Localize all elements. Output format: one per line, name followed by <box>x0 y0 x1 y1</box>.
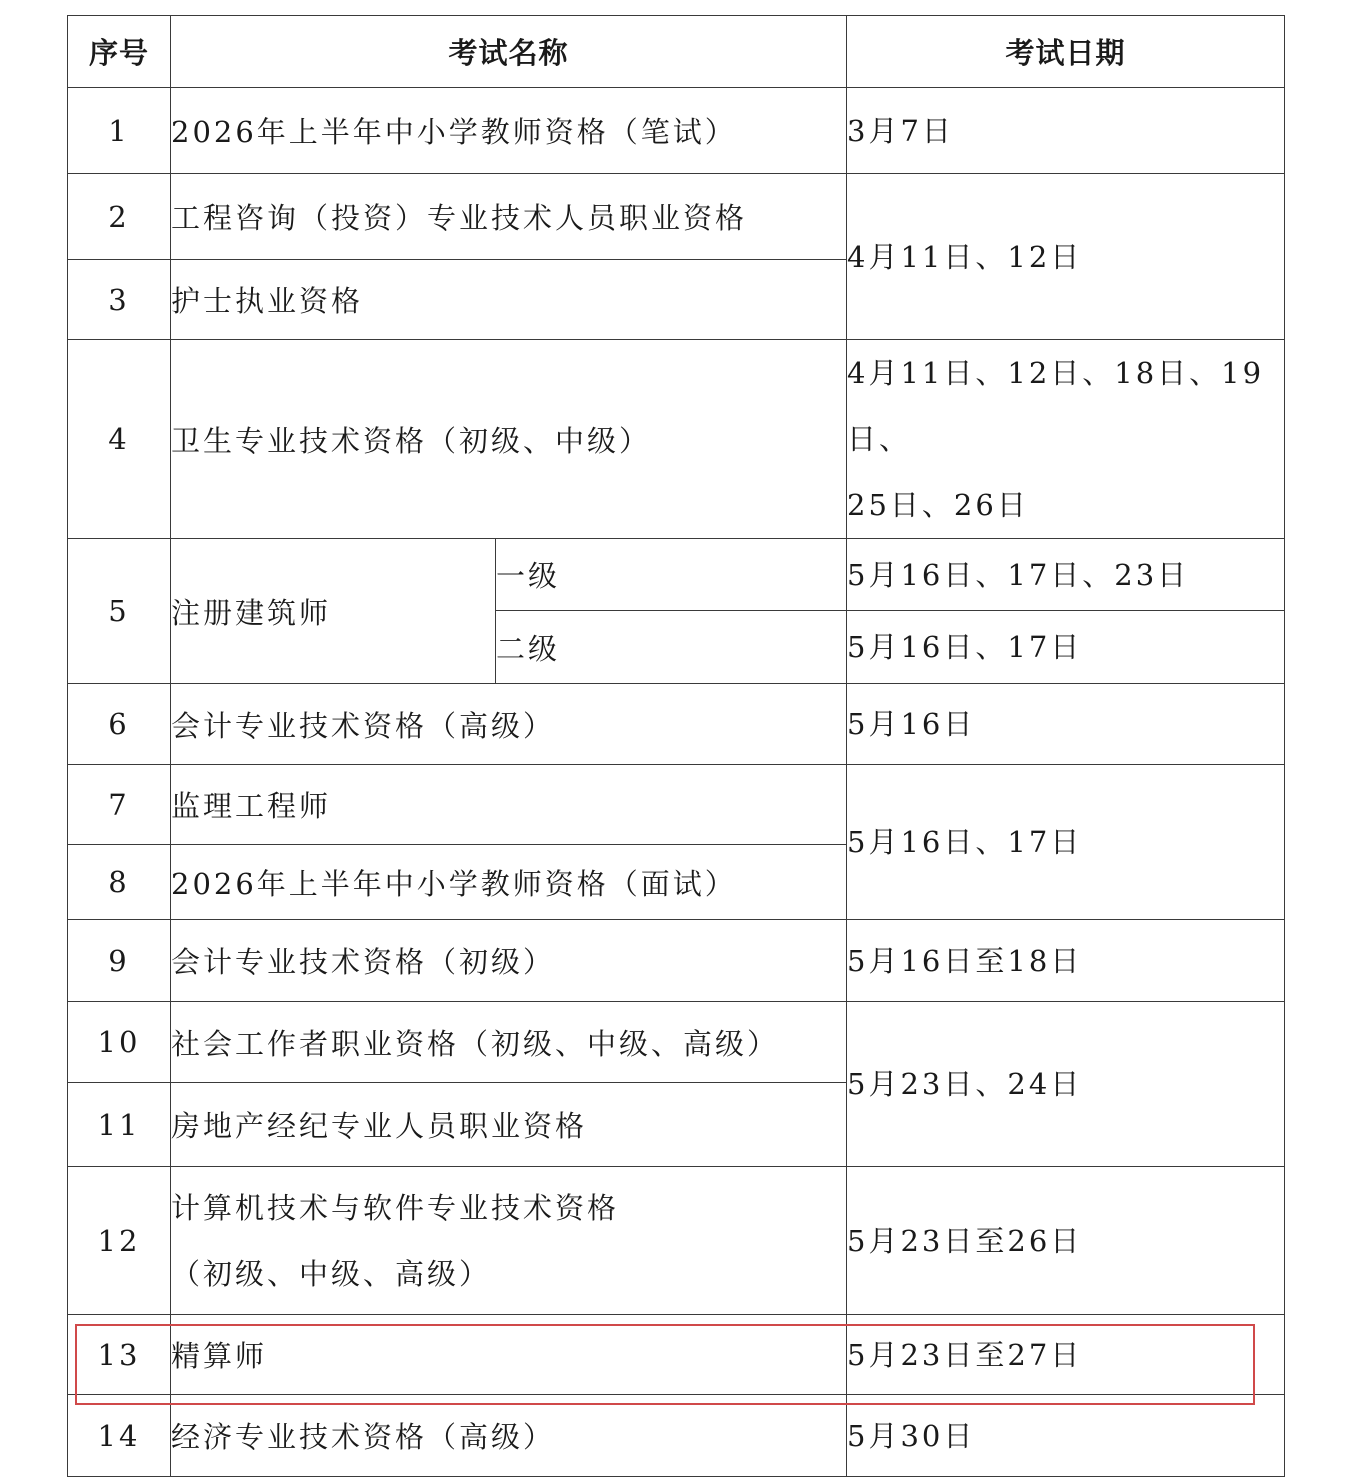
row-number: 5 <box>68 539 171 684</box>
header-row <box>68 16 1285 88</box>
table-row <box>68 765 1285 845</box>
exam-level: 一级 <box>496 539 847 611</box>
row-number: 2 <box>68 174 171 260</box>
exam-name: 房地产经纪专业人员职业资格 <box>171 1083 847 1167</box>
exam-date: 5月16日至18日 <box>847 920 1285 1002</box>
row-number: 8 <box>68 845 171 920</box>
row-number: 1 <box>68 88 171 174</box>
exam-date-line: 4月11日、12日、18日、19日、 <box>847 356 1265 456</box>
exam-name: 2026年上半年中小学教师资格（面试） <box>171 845 847 920</box>
row-number: 11 <box>68 1083 171 1167</box>
exam-date: 5月23日至27日 <box>847 1315 1285 1395</box>
table-row <box>68 1315 1285 1395</box>
table-row <box>68 1002 1285 1083</box>
row-number: 12 <box>68 1167 171 1315</box>
table-row <box>68 88 1285 174</box>
table-row <box>68 684 1285 765</box>
table-row <box>68 539 1285 611</box>
row-number: 13 <box>68 1315 171 1395</box>
row-number: 10 <box>68 1002 171 1083</box>
table-row-highlighted <box>68 1395 1285 1477</box>
exam-name: 会计专业技术资格（初级） <box>171 920 847 1002</box>
exam-name: 会计专业技术资格（高级） <box>171 684 847 765</box>
exam-date: 4月11日、12日 <box>847 174 1285 340</box>
exam-date: 3月7日 <box>847 88 1285 174</box>
exam-name <box>171 1167 847 1315</box>
row-number: 4 <box>68 340 171 539</box>
exam-date: 5月16日、17日 <box>847 765 1285 920</box>
row-number: 3 <box>68 260 171 340</box>
exam-date-line: 25日、26日 <box>847 488 1029 522</box>
row-number: 14 <box>68 1395 171 1477</box>
row-number: 9 <box>68 920 171 1002</box>
exam-date: 5月16日 <box>847 684 1285 765</box>
exam-schedule-table <box>67 15 1285 1477</box>
exam-name: 注册建筑师 <box>171 539 496 684</box>
exam-name: 社会工作者职业资格（初级、中级、高级） <box>171 1002 847 1083</box>
exam-date: 5月16日、17日、23日 <box>847 539 1285 611</box>
exam-date: 5月30日 <box>847 1395 1285 1477</box>
header-date: 考试日期 <box>847 16 1285 88</box>
exam-date: 5月23日至26日 <box>847 1167 1285 1315</box>
exam-name: 卫生专业技术资格（初级、中级） <box>171 340 847 539</box>
exam-level: 二级 <box>496 611 847 684</box>
row-number: 6 <box>68 684 171 765</box>
table-row <box>68 340 1285 539</box>
exam-date <box>847 340 1285 539</box>
exam-name: 经济专业技术资格（高级） <box>171 1395 847 1477</box>
exam-date: 5月16日、17日 <box>847 611 1285 684</box>
table-row <box>68 1167 1285 1315</box>
table-row <box>68 174 1285 260</box>
exam-name: 精算师 <box>171 1315 847 1395</box>
exam-name: 2026年上半年中小学教师资格（笔试） <box>171 88 847 174</box>
exam-name: 护士执业资格 <box>171 260 847 340</box>
exam-name: 监理工程师 <box>171 765 847 845</box>
header-name: 考试名称 <box>171 16 847 88</box>
exam-name-line: 计算机技术与软件专业技术资格 <box>171 1190 620 1225</box>
row-number: 7 <box>68 765 171 845</box>
exam-date: 5月23日、24日 <box>847 1002 1285 1167</box>
table-row <box>68 920 1285 1002</box>
exam-name: 工程咨询（投资）专业技术人员职业资格 <box>171 174 847 260</box>
header-no: 序号 <box>68 16 171 88</box>
exam-name-line: （初级、中级、高级） <box>171 1256 492 1291</box>
